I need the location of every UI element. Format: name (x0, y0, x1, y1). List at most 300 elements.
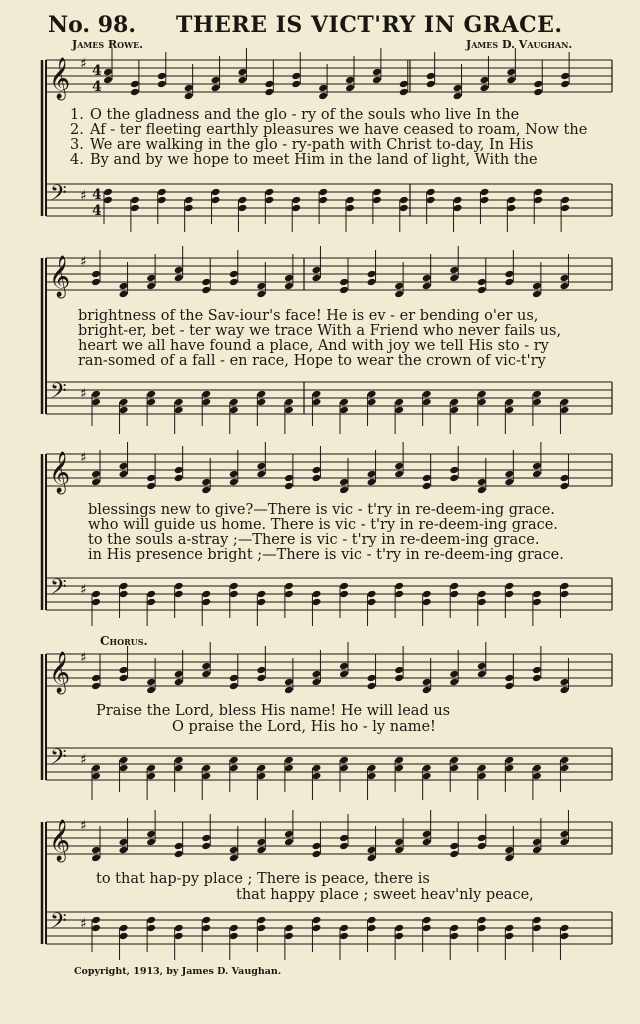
notehead (479, 76, 489, 85)
notehead (504, 582, 514, 591)
notehead (146, 390, 156, 399)
time-signature: 4 (92, 203, 102, 219)
notehead (146, 830, 156, 839)
notehead (559, 582, 569, 591)
notehead (284, 582, 294, 591)
notehead (174, 764, 184, 773)
sharp-icon: ♯ (80, 254, 87, 270)
verse-line: 3. We are walking in the glo - ry-path with Christ to-day, In His (70, 137, 534, 153)
notehead (146, 274, 156, 283)
notehead (477, 834, 487, 843)
notehead (339, 670, 349, 679)
notehead (146, 482, 156, 491)
notehead (229, 406, 239, 415)
notehead (339, 756, 349, 765)
notehead (422, 474, 432, 483)
notehead (532, 846, 542, 855)
notehead (311, 772, 321, 781)
notehead (367, 398, 377, 407)
notehead (311, 398, 321, 407)
notehead (256, 924, 266, 933)
notehead (533, 80, 543, 89)
notehead (174, 590, 184, 599)
notehead (119, 764, 129, 773)
notehead (506, 204, 516, 213)
notehead (449, 406, 459, 415)
notehead (284, 756, 294, 765)
notehead (201, 834, 211, 843)
notehead (157, 196, 167, 205)
notehead (229, 764, 239, 773)
notehead (453, 204, 463, 213)
notehead (449, 670, 459, 679)
verse-block-2 (78, 309, 561, 369)
notehead (157, 188, 167, 197)
notehead (394, 290, 404, 299)
notehead (311, 850, 321, 859)
notehead (394, 406, 404, 415)
notehead (284, 838, 294, 847)
notehead (339, 590, 349, 599)
notehead (477, 916, 487, 925)
notehead (91, 398, 101, 407)
notehead (211, 84, 221, 93)
notehead (422, 764, 432, 773)
notehead (449, 850, 459, 859)
sharp-icon: ♯ (80, 582, 87, 598)
notehead (394, 590, 404, 599)
notehead (256, 590, 266, 599)
notehead (477, 486, 487, 495)
notehead (422, 274, 432, 283)
notehead (422, 686, 432, 695)
notehead (532, 590, 542, 599)
notehead (146, 282, 156, 291)
notehead (130, 196, 140, 205)
notehead (477, 842, 487, 851)
verse-line: who will guide us home. There is vic - t'ry in re-deem-ing grace. (88, 517, 558, 533)
notehead (201, 772, 211, 781)
notehead (119, 470, 129, 479)
notehead (201, 590, 211, 599)
notehead (174, 842, 184, 851)
notehead (284, 932, 294, 941)
notehead (477, 590, 487, 599)
notehead (426, 72, 436, 81)
notehead (426, 80, 436, 89)
notehead (422, 590, 432, 599)
notehead (560, 72, 570, 81)
bass-clef-icon: 𝄢 (50, 379, 67, 409)
notehead (367, 598, 377, 607)
notehead (422, 390, 432, 399)
notehead (422, 678, 432, 687)
notehead (91, 924, 101, 933)
notehead (422, 282, 432, 291)
bass-clef-icon: 𝄢 (50, 575, 67, 605)
notehead (229, 470, 239, 479)
hymn-number: No. 98. (48, 12, 136, 38)
notehead (256, 674, 266, 683)
verse-line: 4. By and by we hope to meet Him in the land of light, With the (70, 152, 538, 168)
notehead (479, 188, 489, 197)
notehead (256, 390, 266, 399)
notehead (103, 76, 113, 85)
notehead (339, 764, 349, 773)
notehead (339, 406, 349, 415)
notehead (311, 916, 321, 925)
notehead (394, 462, 404, 471)
verse-block-1 (70, 108, 587, 168)
notehead (394, 846, 404, 855)
notehead (367, 854, 377, 863)
notehead (311, 670, 321, 679)
notehead (284, 282, 294, 291)
notehead (284, 764, 294, 773)
notehead (339, 278, 349, 287)
notehead (477, 772, 487, 781)
time-signature: 4 (92, 187, 102, 203)
notehead (532, 290, 542, 299)
notehead (367, 916, 377, 925)
verse-line: brightness of the Sav-iour's face! He is ev - er bending o'er us, (78, 308, 539, 324)
verse-line: 1. O the gladness and the glo - ry of the souls who live In the (70, 107, 520, 123)
sharp-icon: ♯ (80, 916, 87, 932)
notehead (229, 582, 239, 591)
notehead (318, 92, 328, 101)
notehead (157, 72, 167, 81)
notehead (119, 674, 129, 683)
notehead (504, 406, 514, 415)
notehead (201, 390, 211, 399)
notehead (559, 474, 569, 483)
verse-line: 2. Af - ter fleeting earthly pleasures we have ceased to roam, Now the (70, 122, 588, 138)
notehead (449, 764, 459, 773)
notehead (174, 406, 184, 415)
notehead (422, 482, 432, 491)
notehead (256, 838, 266, 847)
notehead (477, 598, 487, 607)
notehead (372, 68, 382, 77)
notehead (559, 830, 569, 839)
notehead (426, 196, 436, 205)
notehead (103, 68, 113, 77)
notehead (394, 398, 404, 407)
notehead (256, 666, 266, 675)
notehead (477, 398, 487, 407)
notehead (91, 854, 101, 863)
notehead (229, 478, 239, 487)
notehead (264, 188, 274, 197)
notehead (533, 188, 543, 197)
notehead (422, 598, 432, 607)
notehead (237, 204, 247, 213)
notehead (559, 678, 569, 687)
notehead (91, 916, 101, 925)
notehead (426, 188, 436, 197)
lyricist-credit: James Rowe. (72, 38, 143, 51)
notehead (345, 204, 355, 213)
notehead (477, 670, 487, 679)
notehead (256, 470, 266, 479)
notehead (174, 924, 184, 933)
notehead (256, 916, 266, 925)
notehead (345, 84, 355, 93)
notehead (422, 916, 432, 925)
notehead (119, 462, 129, 471)
notehead (284, 678, 294, 687)
sharp-icon: ♯ (80, 818, 87, 834)
notehead (532, 282, 542, 291)
notehead (201, 670, 211, 679)
notehead (311, 266, 321, 275)
notehead (229, 846, 239, 855)
notehead (345, 76, 355, 85)
notehead (339, 842, 349, 851)
notehead (504, 478, 514, 487)
notehead (339, 932, 349, 941)
notehead (318, 188, 328, 197)
notehead (449, 274, 459, 283)
notehead (559, 924, 569, 933)
notehead (184, 84, 194, 93)
notehead (229, 682, 239, 691)
notehead (477, 278, 487, 287)
notehead (146, 590, 156, 599)
notehead (229, 854, 239, 863)
chorus-label: Chorus. (100, 634, 148, 648)
notehead (264, 196, 274, 205)
notehead (533, 196, 543, 205)
notehead (339, 286, 349, 295)
notehead (504, 682, 514, 691)
notehead (449, 582, 459, 591)
time-signature: 4 (92, 79, 102, 95)
notehead (237, 76, 247, 85)
notehead (184, 204, 194, 213)
notehead (211, 188, 221, 197)
notehead (532, 924, 542, 933)
notehead (311, 390, 321, 399)
notehead (91, 590, 101, 599)
notehead (184, 92, 194, 101)
notehead (339, 924, 349, 933)
notehead (201, 278, 211, 287)
notehead (394, 756, 404, 765)
notehead (311, 678, 321, 687)
notehead (318, 84, 328, 93)
time-signature: 4 (92, 63, 102, 79)
notehead (284, 406, 294, 415)
notehead (284, 474, 294, 483)
notehead (146, 916, 156, 925)
notehead (237, 68, 247, 77)
notehead (559, 764, 569, 773)
notehead (367, 270, 377, 279)
notehead (504, 854, 514, 863)
verse-line: ran-somed of a fall - en race, Hope to wear the crown of vic-t'ry (78, 353, 546, 369)
notehead (504, 846, 514, 855)
notehead (311, 598, 321, 607)
notehead (91, 270, 101, 279)
notehead (229, 398, 239, 407)
verse-line: heart we all have found a place, And with joy we tell His sto - ry (78, 338, 549, 354)
notehead (367, 764, 377, 773)
notehead (256, 764, 266, 773)
notehead (453, 92, 463, 101)
notehead (399, 204, 409, 213)
notehead (91, 598, 101, 607)
notehead (560, 204, 570, 213)
verse-block-3 (88, 503, 564, 563)
copyright-notice: Copyright, 1913, by James D. Vaughan. (74, 966, 282, 977)
notehead (532, 470, 542, 479)
notehead (284, 482, 294, 491)
notehead (449, 398, 459, 407)
notehead (422, 924, 432, 933)
notehead (449, 266, 459, 275)
notehead (174, 756, 184, 765)
chorus-lyric-upper-1: Praise the Lord, bless His name! He will lead us (96, 703, 451, 719)
hymn-title: THERE IS VICT'RY IN GRACE. (176, 12, 563, 38)
sharp-icon: ♯ (80, 752, 87, 768)
verse-line: in His presence bright ;—There is vic - t'ry in re-deem-ing grace. (88, 547, 564, 563)
notehead (119, 590, 129, 599)
notehead (394, 582, 404, 591)
notehead (479, 84, 489, 93)
notehead (532, 398, 542, 407)
notehead (367, 478, 377, 487)
notehead (504, 270, 514, 279)
notehead (477, 924, 487, 933)
notehead (339, 398, 349, 407)
notehead (532, 838, 542, 847)
notehead (367, 674, 377, 683)
notehead (559, 838, 569, 847)
notehead (339, 486, 349, 495)
notehead (532, 666, 542, 675)
notehead (367, 846, 377, 855)
notehead (559, 398, 569, 407)
notehead (339, 478, 349, 487)
notehead (119, 846, 129, 855)
notehead (119, 398, 129, 407)
notehead (399, 88, 409, 97)
notehead (229, 932, 239, 941)
notehead (103, 196, 113, 205)
composer-credit: James D. Vaughan. (466, 38, 573, 51)
notehead (504, 278, 514, 287)
notehead (256, 846, 266, 855)
notehead (399, 80, 409, 89)
notehead (201, 916, 211, 925)
notehead (264, 80, 274, 89)
notehead (504, 756, 514, 765)
notehead (449, 756, 459, 765)
notehead (372, 188, 382, 197)
notehead (367, 590, 377, 599)
sharp-icon: ♯ (80, 650, 87, 666)
notehead (477, 662, 487, 671)
treble-clef-icon: 𝄞 (49, 820, 71, 861)
notehead (504, 590, 514, 599)
notehead (311, 842, 321, 851)
notehead (91, 478, 101, 487)
notehead (119, 282, 129, 291)
notehead (264, 88, 274, 97)
notehead (119, 666, 129, 675)
notehead (119, 756, 129, 765)
notehead (367, 924, 377, 933)
notehead (130, 88, 140, 97)
notehead (229, 590, 239, 599)
notehead (256, 290, 266, 299)
notehead (559, 274, 569, 283)
notehead (339, 582, 349, 591)
notehead (559, 282, 569, 291)
notehead (146, 598, 156, 607)
notehead (367, 682, 377, 691)
notehead (311, 590, 321, 599)
notehead (345, 196, 355, 205)
notehead (146, 764, 156, 773)
chorus-lyric-lower-1: O praise the Lord, His ho - ly name! (172, 719, 436, 735)
sharp-icon: ♯ (80, 188, 87, 204)
notehead (174, 466, 184, 475)
notehead (394, 470, 404, 479)
notehead (372, 76, 382, 85)
notehead (91, 682, 101, 691)
notehead (91, 772, 101, 781)
notehead (130, 204, 140, 213)
notehead (146, 924, 156, 933)
notehead (174, 474, 184, 483)
treble-clef-icon: 𝄞 (49, 256, 71, 297)
notehead (560, 196, 570, 205)
notehead (174, 274, 184, 283)
notehead (311, 924, 321, 933)
notehead (174, 266, 184, 275)
notehead (394, 924, 404, 933)
notehead (477, 286, 487, 295)
notehead (91, 764, 101, 773)
verse-line: blessings new to give?—There is vic - t'ry in re-deem-ing grace. (88, 502, 555, 518)
notehead (422, 772, 432, 781)
notehead (532, 462, 542, 471)
notehead (146, 772, 156, 781)
notehead (146, 686, 156, 695)
notehead (184, 196, 194, 205)
notehead (504, 932, 514, 941)
verse-line: bright-er, bet - ter way we trace With a Friend who never fails us, (78, 323, 562, 339)
notehead (504, 470, 514, 479)
notehead (367, 278, 377, 287)
notehead (146, 398, 156, 407)
notehead (477, 764, 487, 773)
notehead (291, 204, 301, 213)
notehead (394, 838, 404, 847)
notehead (229, 924, 239, 933)
notehead (174, 850, 184, 859)
notehead (311, 474, 321, 483)
notehead (422, 838, 432, 847)
notehead (367, 390, 377, 399)
notehead (394, 282, 404, 291)
notehead (91, 674, 101, 683)
notehead (256, 598, 266, 607)
notehead (119, 582, 129, 591)
notehead (256, 398, 266, 407)
